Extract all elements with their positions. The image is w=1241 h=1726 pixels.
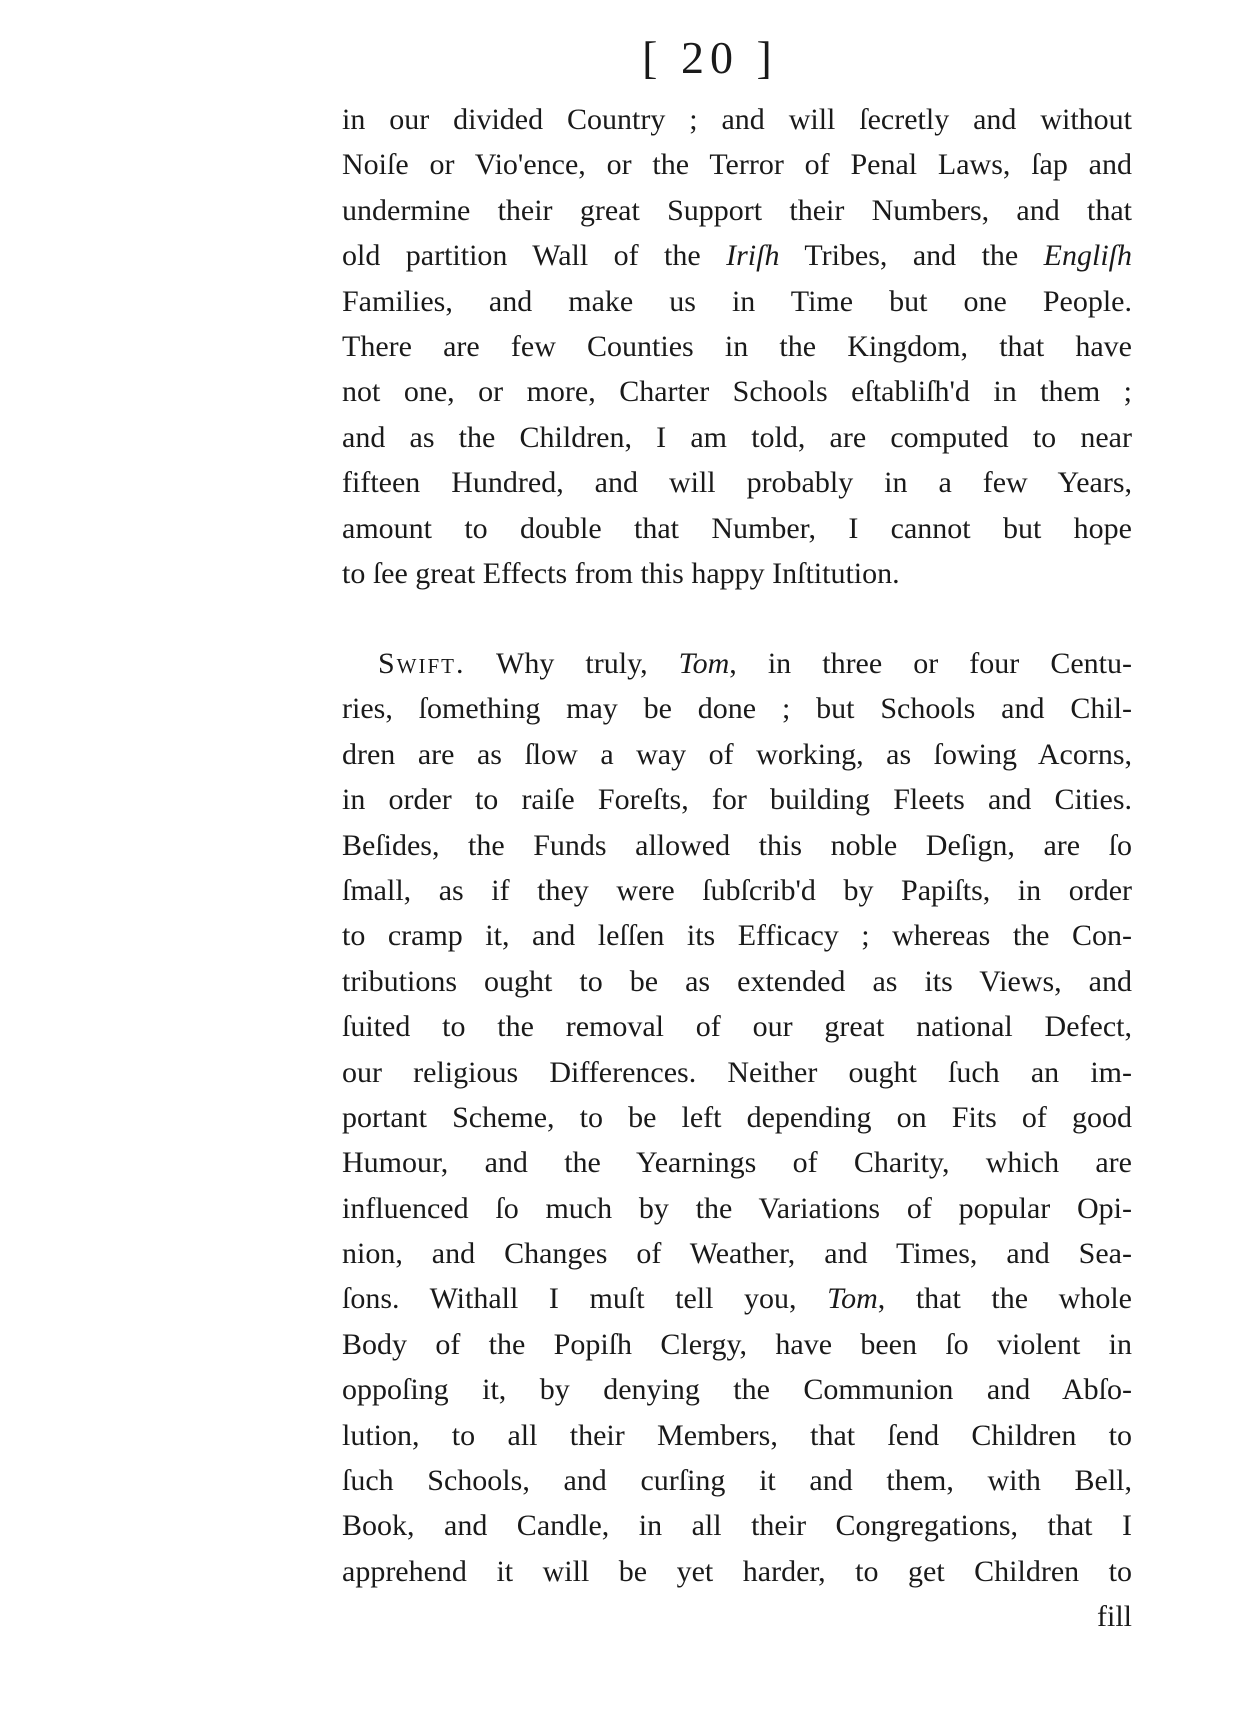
paragraph-1: [342, 97, 1132, 596]
text-line: ſons. Withall I muſt tell you, Tom, that the whole: [342, 1282, 1132, 1316]
text-line: to ſee great Effects from this happy Inſtitution.: [342, 556, 900, 590]
text-line: fifteen Hundred, and will probably in a few Years,: [342, 466, 1132, 500]
text-line: tributions ought to be as extended as its Views, and: [342, 964, 1132, 998]
text-line: old partition Wall of the Iriſh Tribes, and the Engliſh: [342, 239, 1133, 273]
text-line: Beſides, the Funds allowed this noble Deſign, are ſo: [342, 828, 1132, 862]
text-line: oppoſing it, by denying the Communion and Abſo-: [342, 1373, 1132, 1407]
speaker-name: Swift.: [378, 647, 466, 680]
text-line: Body of the Popiſh Clergy, have been ſo violent in: [342, 1327, 1132, 1361]
text-line: dren are as ſlow a way of working, as ſowing Acorns,: [342, 737, 1132, 771]
text-line: ſuited to the removal of our great national Defect,: [342, 1010, 1132, 1044]
text-line: ries, ſomething may be done ; but Schools and Chil-: [342, 692, 1132, 726]
text-line: not one, or more, Charter Schools eſtabliſh'd in them ;: [342, 375, 1132, 409]
text-line: Humour, and the Yearnings of Charity, which are: [342, 1146, 1132, 1180]
text-line: undermine their great Support their Numbers, and that: [342, 193, 1132, 227]
text-line: to cramp it, and leſſen its Efficacy ; whereas the Con-: [342, 919, 1132, 953]
text-line: Noiſe or Vio'ence, or the Terror of Penal Laws, ſap and: [342, 148, 1132, 182]
text-line: in our divided Country ; and will ſecretly and without: [342, 103, 1132, 136]
text-line: influenced ſo much by the Variations of popular Opi-: [342, 1191, 1132, 1225]
page-number: [ 20 ]: [642, 32, 778, 83]
italic-word: Engliſh: [1043, 239, 1133, 273]
italic-word: Iriſh: [726, 239, 780, 273]
text-line: Book, and Candle, in all their Congregations, that I: [342, 1509, 1132, 1543]
paragraph-2: [342, 641, 1132, 1640]
text-line: our religious Differences. Neither ought ſuch an im-: [342, 1055, 1132, 1089]
italic-word: Tom: [678, 647, 730, 680]
text-line: Swift. Why truly, Tom, in three or four Centu-: [378, 647, 1132, 680]
catchword: fill: [1097, 1600, 1132, 1634]
italic-word: Tom: [827, 1282, 878, 1316]
text-line: apprehend it will be yet harder, to get Children to: [342, 1554, 1132, 1588]
text-line: amount to double that Number, I cannot but hope: [342, 511, 1132, 545]
text-line: portant Scheme, to be left depending on Fits of good: [342, 1100, 1132, 1134]
text-line: ſmall, as if they were ſubſcrib'd by Papiſts, in order: [342, 873, 1132, 907]
text-line: lution, to all their Members, that ſend Children to: [342, 1418, 1132, 1452]
text-line: ſuch Schools, and curſing it and them, with Bell,: [342, 1464, 1132, 1498]
text-line: in order to raiſe Foreſts, for building Fleets and Cities.: [342, 783, 1132, 817]
text-line: and as the Children, I am told, are computed to near: [342, 420, 1132, 454]
text-line: Families, and make us in Time but one People.: [342, 284, 1132, 318]
text-line: nion, and Changes of Weather, and Times, and Sea-: [342, 1237, 1132, 1271]
text-line: There are few Counties in the Kingdom, that have: [342, 329, 1132, 363]
